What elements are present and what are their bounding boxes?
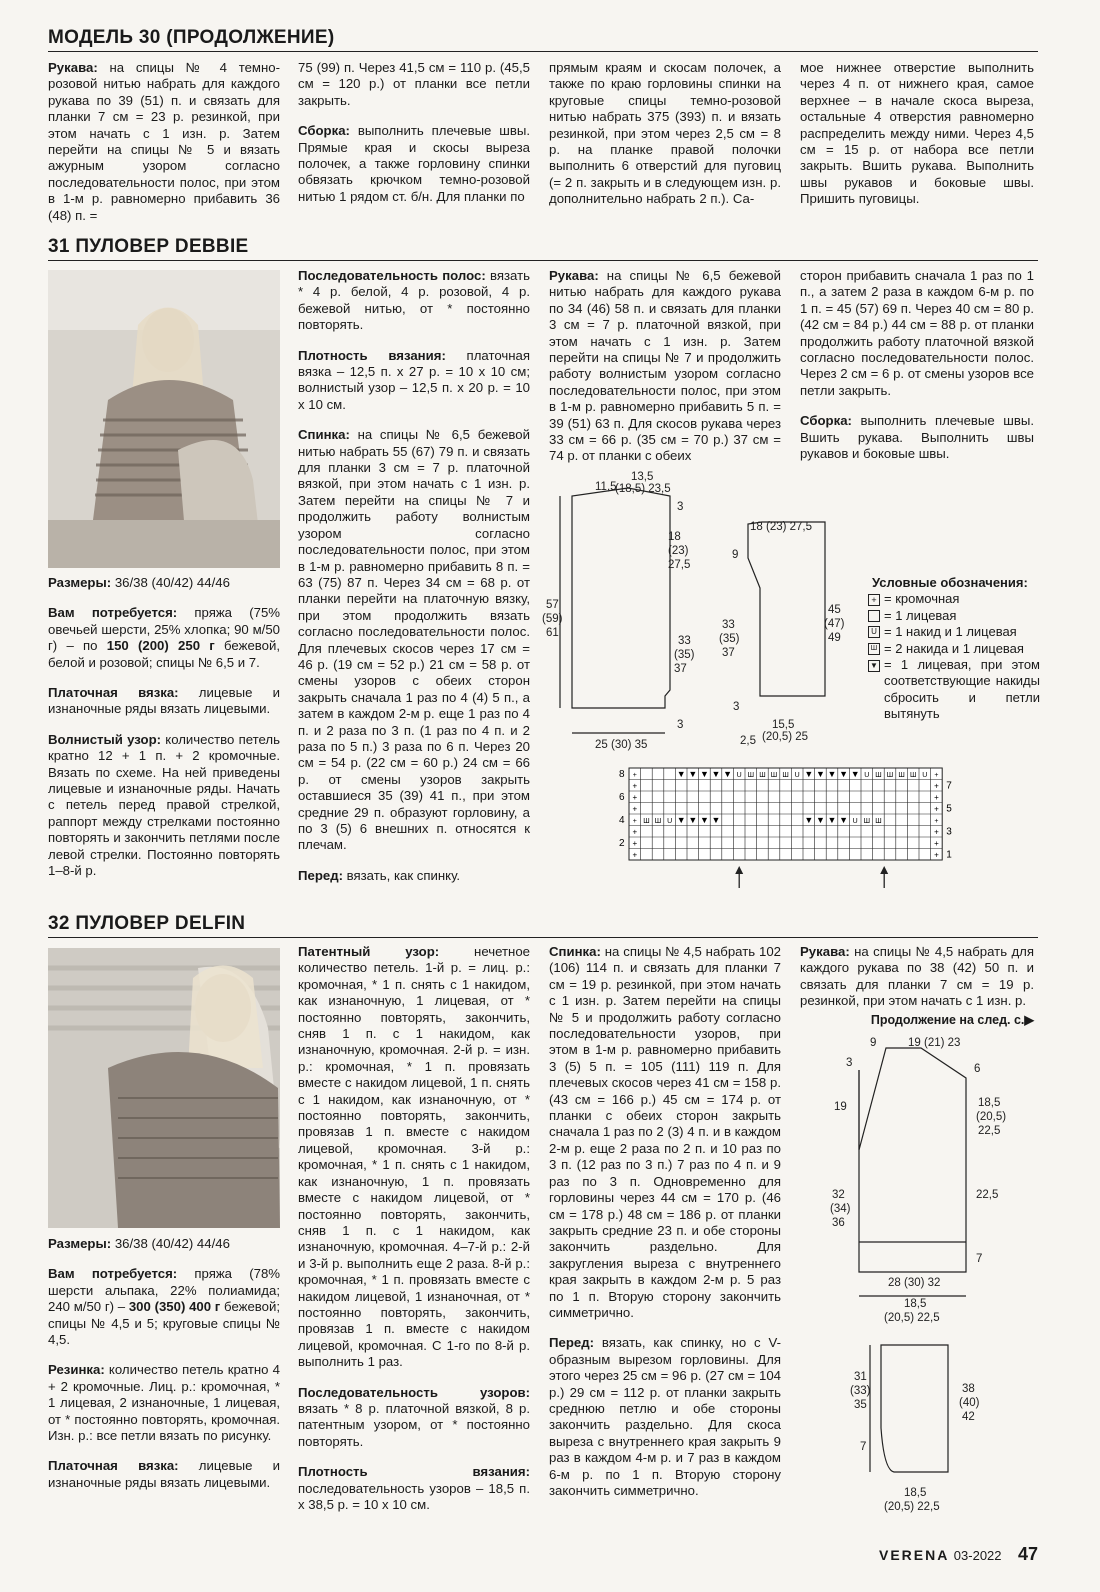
m32-col2: Патентный узор: нечетное количество петель. 1-й р. = лиц. р.: кромочная, * 1 п. снять с 1 накидом, как изнаночную, 1 лицевая, от * постоянно повторять, закончить, сняв 1 п. с 1 накидом, как изнаночную, кромочная. 2-й р. = изн. р.: кромочная, * 1 п. провязать вместе с накидом лицевой, 1 п. снять с 1 накидом, как изнаночную, от * постоянно повторять, закончить, провязав 1 п. вместе с накидом лицевой, кромочная. 3-й р.: кромочная, * 1 п. снять с 1 накидом, как изнаночную, 1 п. провязать вместе с накидом лицевой, от * постоянно повторять, закончить, сняв 1 п. с 1 накидом, как изнаночную, кромочная. 4–7-й р.: 2-й и 3-й р. выполнить еще 2 раза. 8-й р.: кромочная, * 1 п. провязать вместе с накидом лицевой, 1 изнаночная, от * постоянно повторять, закончить, провязав 1 п. вместе с накидом лицевой, кромочная. С 1-го по 8-й р. выполнить 1 раз. Последовательность узоров: вязать * 8 р. платочной вязкой, 8 р. патентным узором, от * постоянно повторять. Плотность вязания: последовательность узоров – 18,5 п. х 38,5 р. = 10 х 10 см. — [298, 944, 530, 1512]
stitch-symbol: ▼ — [676, 769, 686, 779]
m30-col1: Рукава: на спицы № 4 темно-розовой нитью набрать для каждого рукава по 39 (51) п. и связать для планки 7 см = 23 р. резинкой, при этом начать с 1 изн. р. Затем перейти на спицы № 5 и вязать ажурным узором согласно последовательности полос, при этом в 1-м р. равномерно прибавить 36 (48) п. = — [48, 60, 280, 223]
svg-text:6: 6 — [974, 1063, 981, 1075]
dim: (18,5) 23,5 — [615, 483, 671, 495]
row-label: 1 — [946, 849, 952, 861]
stitch-symbol: U — [864, 772, 870, 779]
dim: 49 — [828, 632, 841, 644]
dim: 9 — [732, 549, 739, 561]
stitch-symbol: Ш — [898, 772, 905, 779]
issue-number: 03-2022 — [953, 1548, 1002, 1563]
stitch-symbol: ▼ — [839, 769, 849, 779]
svg-text:35: 35 — [854, 1399, 867, 1411]
m30-col4: мое нижнее отверстие выполнить через 4 п. от нижнего края, самое верхнее – в начале скоса выреза, остальные 4 отверстия равномерно распределить между ними. Через 4,5 см = 15 р. от набора все петли закрыть. Вшить рукава. Выполнить швы рукавов и боковые швы. Пришить пуговицы. — [800, 60, 1034, 207]
stitch-symbol: ▼ — [804, 769, 814, 779]
svg-text:18,5: 18,5 — [978, 1097, 1001, 1109]
stitch-symbol: + — [632, 839, 638, 848]
svg-text:18,5: 18,5 — [904, 1298, 927, 1310]
m32-col4: Рукава: на спицы № 4,5 набрать для каждого рукава по 38 (42) 50 п. и связать для планки 7 см = 19 р. резинкой, при этом начать с 1 изн. р. Продолжение на след. с.▶ — [800, 944, 1034, 1027]
dim: 18 — [668, 531, 681, 543]
divider — [48, 51, 1038, 52]
svg-text:31: 31 — [854, 1371, 867, 1383]
dim: (59) — [542, 613, 563, 625]
legend-item: ▼ = 1 лицевая, при этом соответствующие накиды сбросить и петли вытянуть — [868, 657, 1040, 723]
legend-title: Условные обозначения: — [872, 575, 1028, 590]
stitch-symbol: ▼ — [815, 769, 825, 779]
stitch-symbol: + — [934, 818, 939, 825]
row-label: 7 — [946, 780, 952, 792]
stitch-symbol: ▼ — [711, 815, 721, 825]
dim: 18 (23) 27,5 — [750, 521, 813, 533]
stitch-symbol: U — [922, 772, 928, 779]
dim: 15,5 — [772, 719, 795, 731]
dim: (23) — [668, 545, 689, 557]
stitch-symbol: Ш — [782, 772, 789, 779]
dim: 37 — [722, 647, 735, 659]
svg-text:7: 7 — [860, 1441, 867, 1453]
svg-text:38: 38 — [962, 1383, 975, 1395]
stitch-symbol: Ш — [909, 772, 917, 779]
dim: 37 — [674, 663, 687, 675]
model30-title: МОДЕЛЬ 30 (ПРОДОЛЖЕНИЕ) — [48, 27, 335, 48]
legend-item: U = 1 накид и 1 лицевая — [868, 624, 1040, 640]
stitch-symbol: ▼ — [804, 815, 814, 825]
svg-text:18,5: 18,5 — [904, 1487, 927, 1499]
continue-note: Продолжение на след. с.▶ — [870, 1012, 1034, 1027]
m32-col1: Размеры: 36/38 (40/42) 44/46 Вам потребуется: пряжа (78% шерсти альпака, 22% полиамида; 240 м/50 г) – 300 (350) 400 г бежевой; спицы № 4,5 и 5; круговые спицы № 4,5. Резинка: количество петель кратно 4 + 2 кромочные. Лиц. р.: кромочная, * 1 лицевая, 2 изнаночные, 1 лицевая, от * постоянно повторять, кромочная. Изн. р.: все петли вязать по рисунку. Платочная вязка: лицевые и изнаночные ряды вязать лицевыми. — [48, 1236, 281, 1490]
dim: (35) — [674, 649, 695, 661]
stitch-symbol: + — [934, 793, 939, 802]
drop-yo-icon: ▼ — [868, 660, 880, 672]
legend-item: Ш = 2 накида и 1 лицевая — [868, 641, 1040, 657]
dim: 3 — [677, 719, 684, 731]
dim: (35) — [719, 633, 740, 645]
stitch-chart — [615, 764, 975, 894]
stitch-symbol: Ш — [770, 772, 778, 779]
legend — [868, 575, 1040, 723]
dim: 2,5 — [740, 735, 756, 747]
body-shape — [859, 1048, 966, 1272]
row-label: 4 — [619, 815, 625, 826]
dim: 11,5 — [595, 481, 617, 493]
dim: (47) — [824, 618, 845, 630]
svg-text:(20,5) 22,5: (20,5) 22,5 — [884, 1501, 940, 1513]
dim: (20,5) 25 — [762, 731, 809, 743]
svg-text:32: 32 — [832, 1189, 845, 1201]
stitch-symbol: + — [632, 804, 638, 814]
dim: 45 — [828, 604, 841, 616]
model32-title: 32 ПУЛОВЕР DELFIN — [48, 913, 246, 934]
magazine-brand: VERENA — [878, 1547, 950, 1563]
m31-col4: сторон прибавить сначала 1 раз по 1 п., а затем 2 раза в каждом 6-м р. по 1 п. = 45 (57) 69 п. Через 40 см = 80 р. (42 см = 84 р.) 44 см = 88 р. от планки продолжить работу платочной вязкой согласно последовательности полос. Через 2 см = 6 р. от смены узоров все петли закрыть. Сборка: выполнить плечевые швы. Вшить рукава. Выполнить швы рукавов и боковые швы. — [800, 268, 1034, 462]
stitch-symbol: ▼ — [699, 815, 709, 825]
m31-col2: Последовательность полос: вязать * 4 р. белой, 4 р. розовой, 4 р. бежевой нитью, от * постоянно повторять. Плотность вязания: платочная вязка – 12,5 п. х 27 р. = 10 х 10 см; волнистый узор – 12,5 п. х 20 р. = 10 х 10 см. Спинка: на спицы № 6,5 бежевой нитью набрать 55 (67) 79 п. и связать для планки 3 см = 7 р. платочной вязкой, при этом начать с 1 изн. р. Затем перейти на спицы № 7 и продолжить работу волнистым узором согласно последовательности полос, при этом в 1-м р. равномерно прибавить 8 п. = 63 (75) 87 п. Через 34 см = 68 р. от планки перейти на платочную вязку, при этом продолжить вязать согласно последовательности полос. Для плечевых скосов через 17 см = 46 р. (19 см = 52 р.) 21 см = 58 р. от смены узоров с обеих сторон закрыть сначала 1 раз по 4 (4) 5 п., а затем в каждом 2-м р. еще 1 раз по 4 п. и 2 раза по 3 п. (1 раз по 4 п. и 2 раза по 5 п.) 3 раза по 6 п. Через 20 см = 54 р. (22 см = 60 р.) 24 см = 66 р. от смены узоров закрыть оставшиеся 35 (39) 41 п., при этом средние 29 п. образуют горловину, а по 3 (5) 6 внешних п. относятся к плечам. Перед: вязать, как спинку. — [298, 268, 531, 883]
svg-text:42: 42 — [962, 1411, 975, 1423]
stitch-symbol: + — [632, 781, 638, 791]
legend-item: = 1 лицевая — [868, 608, 1040, 624]
row-label: 3 — [946, 826, 952, 838]
svg-text:22,5: 22,5 — [976, 1189, 999, 1201]
stitch-symbol: U — [852, 818, 858, 825]
stitch-symbol: ▼ — [850, 769, 860, 779]
svg-text:7: 7 — [976, 1253, 983, 1265]
stitch-symbol: Ш — [875, 818, 882, 825]
dim: 61 — [546, 627, 559, 639]
m32-schematics — [826, 1030, 1036, 1540]
row-label: 5 — [946, 803, 952, 815]
dim: 33 — [678, 635, 691, 647]
divider — [48, 260, 1038, 261]
m31-col3: Рукава: на спицы № 6,5 бежевой нитью набрать для каждого рукава по 34 (46) 58 п. и связать для планки 3 см = 7 р. платочной вязкой, при этом начать с 1 изн. р. Затем перейти на спицы № 7 и продолжить работу волнистым узором согласно последовательности полос, при этом в 1-м р. равномерно прибавить 5 п. = 39 (51) 63 п. Для скосов рукава через 33 см = 66 р. (35 см = 70 р.) 37 см = 74 р. от планки с обеих — [549, 268, 781, 464]
model31-title: 31 ПУЛОВЕР DEBBIE — [48, 236, 249, 257]
stitch-symbol: ▼ — [676, 815, 686, 825]
dim: 13,5 — [631, 471, 654, 483]
stitch-symbol: Ш — [875, 772, 882, 779]
svg-text:19 (21) 23: 19 (21) 23 — [908, 1037, 961, 1049]
stitch-symbol: + — [934, 772, 939, 779]
stitch-symbol: + — [934, 781, 939, 791]
stitch-symbol: + — [632, 827, 638, 837]
model31-photo — [48, 270, 280, 568]
sleeve-shape — [881, 1345, 948, 1472]
svg-text:28 (30) 32: 28 (30) 32 — [888, 1277, 941, 1289]
body-shape — [572, 488, 670, 708]
dim: 3 — [677, 501, 684, 513]
stitch-symbol: Ш — [747, 772, 755, 779]
stitch-symbol: ▼ — [688, 769, 698, 779]
legend-item: + = кромочная — [868, 591, 1040, 607]
m30-col3: прямым краям и скосам полочек, а также по краю горловины спинки на круговые спицы темно-розовой нитью набрать 375 (393) п. и вязать резинкой, при этом через 2,5 см = 8 р. на планке правой полочки выполнить 6 отверстий для пуговиц (= 2 п. закрыть и в следующем изн. р. дополнительно набрать 2 п.). Са- — [549, 60, 781, 207]
svg-text:36: 36 — [832, 1217, 845, 1229]
svg-text:(40): (40) — [959, 1397, 980, 1409]
m31-col1: Размеры: 36/38 (40/42) 44/46 Вам потребуется: пряжа (75% овечьей шерсти, 25% хлопка; 90 м/50 г) – по 150 (200) 250 г бежевой, белой и розовой; спицы № 6,5 и 7. Платочная вязка: лицевые и изнаночные ряды вязать лицевыми. Волнистый узор: количество петель кратно 12 + 1 п. + 2 кромочные. Вязать по схеме. На ней приведены лицевые и изнаночные ряды. Начать с петель перед правой стрелкой, раппорт между стрелками постоянно повторять и закончить петлями после левой стрелки. Постоянно повторять 1–8-й р. — [48, 575, 280, 879]
stitch-symbol: U — [667, 818, 673, 825]
stitch-symbol: ▼ — [827, 769, 837, 779]
stitch-symbol: + — [632, 818, 637, 825]
stitch-symbol: ▼ — [688, 815, 698, 825]
row-label: 6 — [619, 792, 625, 803]
stitch-symbol: + — [632, 850, 638, 860]
svg-text:(34): (34) — [830, 1203, 851, 1215]
row-label: 2 — [619, 838, 625, 849]
svg-text:(20,5): (20,5) — [976, 1111, 1007, 1123]
selvedge-icon: + — [868, 594, 880, 606]
svg-text:3: 3 — [846, 1057, 853, 1069]
dim: 25 (30) 35 — [595, 739, 648, 751]
stitch-symbol: + — [934, 804, 939, 814]
stitch-symbol: + — [934, 839, 939, 848]
model32-photo — [48, 948, 280, 1228]
stitch-symbol: ▼ — [699, 769, 709, 779]
stitch-symbol: Ш — [759, 772, 766, 779]
yo-knit-icon: U — [868, 626, 880, 638]
stitch-symbol: ▼ — [723, 769, 733, 779]
dim: 3 — [733, 701, 740, 713]
m30-col2: 75 (99) п. Через 41,5 см = 110 р. (45,5 см = 120 р.) от планки все петли закрыть. Сборка: выполнить плечевые швы. Прямые края и скосы выреза полочек, а также горловину спинки обвязать крючком темно-розовой нитью 1 рядом ст. б/н. Для планки по — [298, 60, 530, 204]
stitch-symbol: ▼ — [815, 815, 825, 825]
knit-icon — [868, 610, 880, 622]
stitch-symbol: ▼ — [839, 815, 849, 825]
dim: 57 — [546, 599, 559, 611]
sleeve-shape — [748, 522, 825, 696]
stitch-symbol: U — [736, 772, 742, 779]
svg-text:(33): (33) — [850, 1385, 871, 1397]
dim: 27,5 — [668, 559, 691, 571]
page-footer — [879, 1544, 1038, 1565]
stitch-symbol: Ш — [643, 818, 650, 825]
stitch-symbol: Ш — [654, 818, 662, 825]
repeat-arrow-head — [880, 866, 888, 874]
repeat-arrow-head — [735, 866, 743, 874]
stitch-symbol: ▼ — [711, 769, 721, 779]
stitch-symbol: + — [934, 827, 939, 837]
svg-text:22,5: 22,5 — [978, 1125, 1001, 1137]
svg-text:(20,5) 22,5: (20,5) 22,5 — [884, 1312, 940, 1324]
double-yo-icon: Ш — [868, 643, 880, 655]
divider — [48, 937, 1038, 938]
svg-text:19: 19 — [834, 1101, 847, 1113]
stitch-symbol: + — [632, 793, 638, 802]
svg-text:9: 9 — [870, 1037, 877, 1049]
stitch-symbol: U — [794, 772, 800, 779]
stitch-symbol: ▼ — [827, 815, 837, 825]
dim: 33 — [722, 619, 735, 631]
row-label: 8 — [619, 769, 625, 780]
stitch-symbol: Ш — [863, 818, 871, 825]
stitch-symbol: + — [934, 850, 939, 860]
page-number: 47 — [1017, 1544, 1038, 1564]
m32-col3: Спинка: на спицы № 4,5 набрать 102 (106) 114 п. и связать для планки 7 см = 19 р. резинкой, при этом начать с 1 изн. р. Затем перейти на спицы № 5 и продолжить работу согласно последовательности узоров, при этом в 1-м р. равномерно прибавить 3 (5) 5 п. = 105 (111) 119 п. Для плечевых скосов через 41 см = 158 р. (43 см = 166 р.) 45 см = 174 р. от планки с обеих сторон закрыть сначала 1 раз по 2 (3) 4 п. и в каждом 2-м р. еще 2 раза по 2 п. и 10 раз по 3 п. (12 раз по 3 п.) 7 раз по 4 п. и 9 раз по 3 п. Одновременно для горловины через 44 см = 170 р. (46 см = 178 р.) 48 см = 186 р. от планки закрыть средние 23 п. и обе стороны закончить раздельно. Для закругления выреза с внутреннего края закрыть в каждом 2-м р. 5 раз по 1 п. Вторую сторону закончить симметрично. Перед: вязать, как спинку, но с V-образным вырезом горловины. Для этого через 25 см = 96 р. (27 см = 104 р.) 29 см = 112 р. от планки закрыть среднюю петлю и обе стороны закончить раздельно. Для скоса выреза с внутреннего края закрыть 9 раз в каждом 4-м р. и 7 раз в каждом 6-м р. по 1 п. Вторую сторону закончить симметрично. — [549, 944, 781, 1498]
stitch-symbol: + — [632, 772, 637, 779]
m31-schematics — [540, 468, 845, 758]
stitch-symbol: Ш — [886, 772, 894, 779]
